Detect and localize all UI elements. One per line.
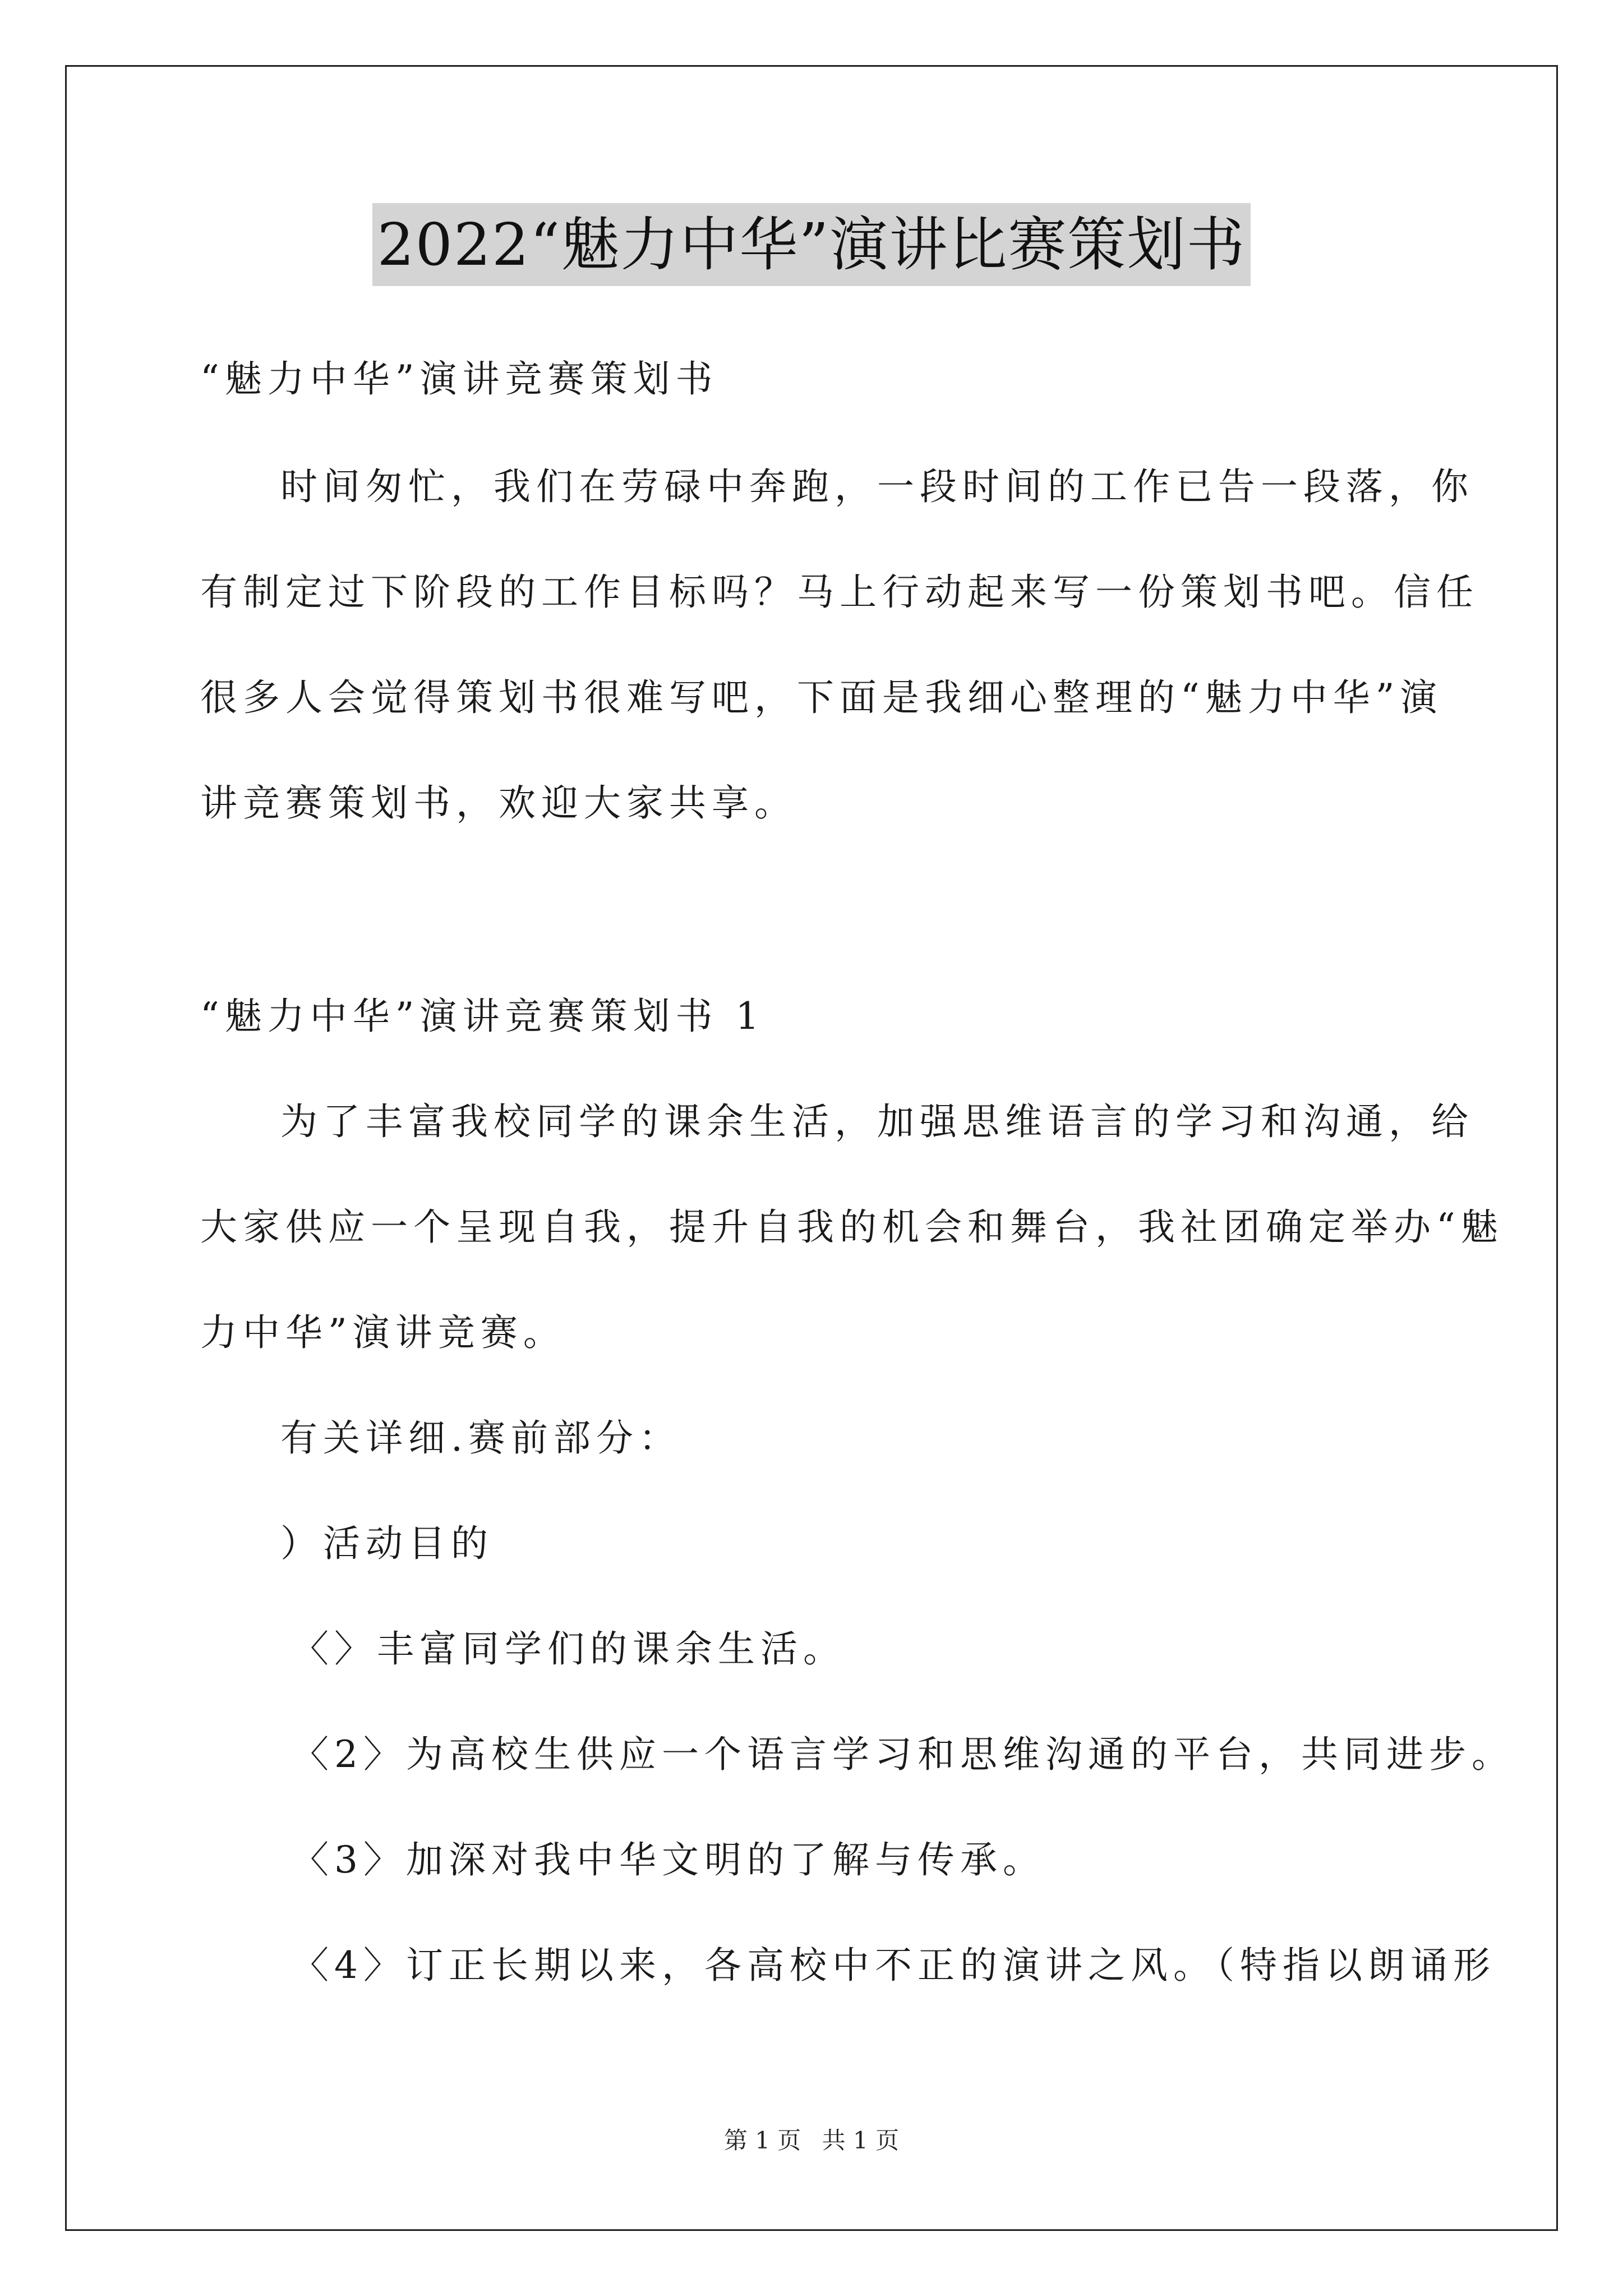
paragraph-line: 讲竞赛策划书，欢迎大家共享。 [200, 781, 797, 825]
paragraph-line: 力中华”演讲竞赛。 [200, 1311, 566, 1354]
subtitle-line: “魅力中华”演讲竞赛策划书 [200, 357, 718, 401]
paragraph-line: 大家供应一个呈现自我，提升自我的机会和舞台，我社团确定举办“魅 [200, 1205, 1504, 1249]
paragraph-line: 有制定过下阶段的工作目标吗？马上行动起来写一份策划书吧。信任 [200, 570, 1479, 614]
paragraph-line: 很多人会觉得策划书很难写吧，下面是我细心整理的“魅力中华”演 [200, 676, 1443, 719]
paragraph-line: 为了丰富我校同学的课余生活，加强思维语言的学习和沟通，给 [280, 1100, 1474, 1143]
document-title: 2022“魅力中华”演讲比赛策划书 [372, 203, 1250, 286]
paragraph-line: 时间匆忙，我们在劳碌中奔跑，一段时间的工作已告一段落，你 [280, 465, 1474, 508]
page-total: 共 1 页 [822, 2127, 900, 2154]
list-item: 〈〉丰富同学们的课余生活。 [292, 1627, 846, 1671]
list-heading: ）活动目的 [280, 1522, 494, 1565]
list-item: 〈4〉订正长期以来，各高校中不正的演讲之风。（特指以朗诵形 [292, 1944, 1496, 1987]
paragraph-line: 有关详细.赛前部分： [280, 1416, 681, 1460]
title-container [0, 203, 1623, 286]
section-heading: “魅力中华”演讲竞赛策划书 1 [200, 995, 765, 1038]
page-footer [0, 2124, 1623, 2157]
list-item: 〈3〉加深对我中华文明的了解与传承。 [292, 1838, 1045, 1881]
page-number: 第 1 页 [723, 2127, 801, 2154]
list-item: 〈2〉为高校生供应一个语言学习和思维沟通的平台，共同进步。 [292, 1733, 1514, 1776]
